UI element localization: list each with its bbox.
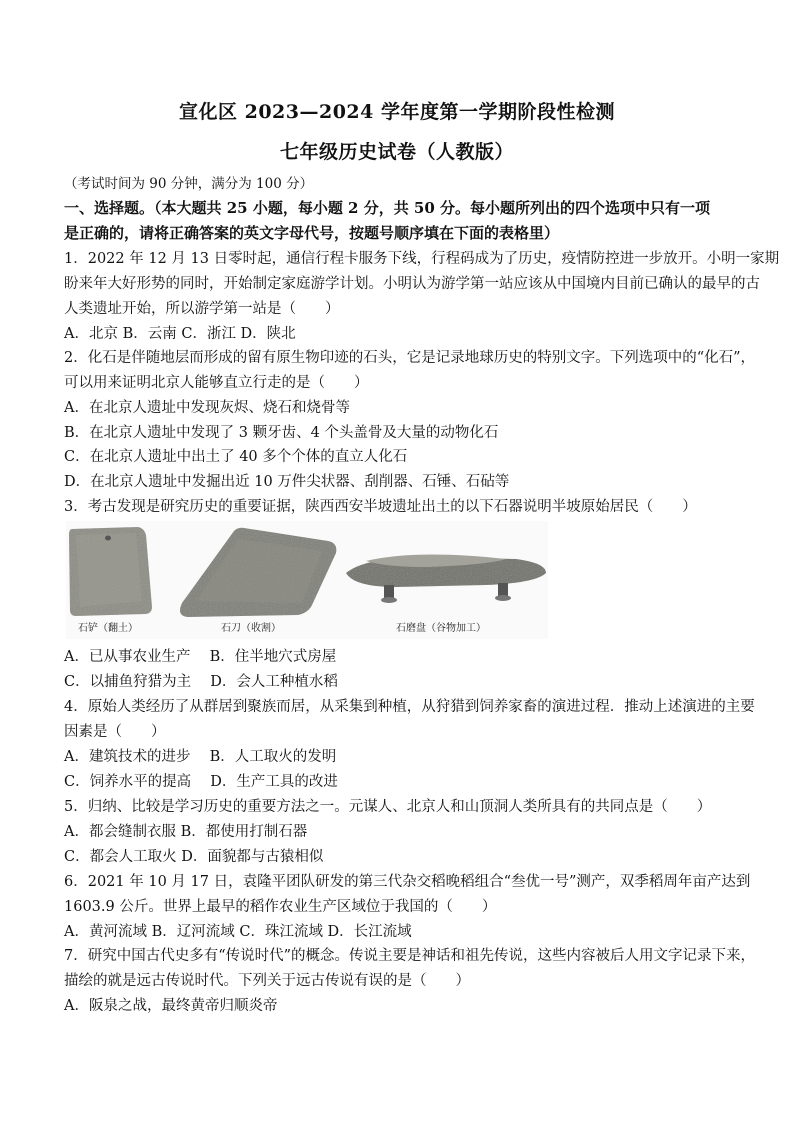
q4-line1: 4．原始人类经历了从群居到聚族而居，从采集到种植，从狩猎到饲养家畜的演进过程．推动上述演进的主要 xyxy=(64,699,755,715)
q4-options-ab: A．建筑技术的进步 B．人工取火的发明 xyxy=(64,749,337,765)
q3-options-ab: A．已从事农业生产 B．住半地穴式房屋 xyxy=(64,649,337,665)
q1-line3: 人类遗址开始，所以游学第一站是（ ） xyxy=(64,301,340,317)
q6-line1: 6．2021 年 10 月 17 日，袁隆平团队研发的第三代杂交稻晚稻组合“叁优一号”测产，双季稻周年亩产达到 xyxy=(64,874,751,890)
q2-line1: 2．化石是伴随地层而形成的留有原生物印迹的石头，它是记录地球历史的特别文字。下列选项中的“化石”， xyxy=(64,350,756,366)
q6-options: A．黄河流域 B．辽河流域 C．珠江流域 D．长江流域 xyxy=(64,924,412,940)
stone-shovel-image xyxy=(69,527,152,616)
exam-subtitle: 七年级历史试卷（人教版） xyxy=(279,141,514,163)
shovel-hole xyxy=(105,536,111,541)
q4-options-cd: C．饲养水平的提高 D．生产工具的改进 xyxy=(64,774,338,790)
q2-option-a: A．在北京人遗址中发现灰烬、烧石和烧骨等 xyxy=(64,400,350,416)
stone-tools-figure xyxy=(66,521,548,639)
q5-options-cd: C．都会人工取火 D．面貌都与古猿相似 xyxy=(64,849,324,865)
q6-line2: 1603.9 公斤。世界上最早的稻作农业生产区域位于我国的（ ） xyxy=(64,899,497,915)
q7-option-a: A．阪泉之战，最终黄帝归顺炎帝 xyxy=(64,998,278,1014)
q4-line2: 因素是（ ） xyxy=(64,724,166,740)
slab-leg-left xyxy=(384,585,394,599)
slab-leg-right xyxy=(498,583,508,597)
section-heading-line1: 一、选择题。（本大题共 25 小题，每小题 2 分，共 50 分。每小题所列出的四个选项中只有一项 xyxy=(64,199,711,217)
exam-info: （考试时间为 90 分钟，满分为 100 分） xyxy=(64,176,314,192)
q5-line1: 5．归纳、比较是学习历史的重要方法之一。元谋人、北京人和山顶洞人类所具有的共同点是（ ） xyxy=(64,799,712,815)
q7-line2: 描绘的就是远古传说时代。下列关于远古传说有误的是（ ） xyxy=(64,973,470,989)
q3-options-cd: C．以捕鱼狩猎为主 D．会人工种植水稻 xyxy=(64,674,338,690)
exam-title: 宣化区 2023—2024 学年度第一学期阶段性检测 xyxy=(179,101,615,123)
q2-option-b: B．在北京人遗址中发现了 3 颗牙齿、4 个头盖骨及大量的动物化石 xyxy=(64,425,499,441)
caption-stone-knife: 石刀（收割） xyxy=(221,623,281,634)
caption-stone-shovel: 石铲（翻土） xyxy=(78,623,138,634)
q1-line1: 1．2022 年 12 月 13 日零时起，通信行程卡服务下线，行程码成为了历史，疫情防控进一步放开。小明一家期 xyxy=(64,251,780,267)
q2-option-c: C．在北京人遗址中出土了 40 多个个体的直立人化石 xyxy=(64,449,408,465)
section-heading-line2: 是正确的，请将正确答案的英文字母代号，按题号顺序填在下面的表格里） xyxy=(64,224,560,242)
q5-options-ab: A．都会缝制衣服 B．都使用打制石器 xyxy=(64,824,308,840)
q3-line1: 3．考古发现是研究历史的重要证据，陕西西安半坡遗址出土的以下石器说明半坡原始居民（ ） xyxy=(64,499,697,515)
q7-line1: 7．研究中国古代史多有“传说时代”的概念。传说主要是神话和祖先传说，这些内容被后人用文字记录下来， xyxy=(64,948,756,964)
q2-option-d: D．在北京人遗址中发掘出近 10 万件尖状器、刮削器、石锤、石砧等 xyxy=(64,474,510,490)
q1-line2: 盼来年大好形势的同时，开始制定家庭游学计划。小明认为游学第一站应该从中国境内目前已确认的最早的古 xyxy=(64,276,760,292)
caption-grinding-slab: 石磨盘（谷物加工） xyxy=(396,623,486,634)
q1-options: A．北京 B．云南 C．浙江 D．陕北 xyxy=(64,326,296,342)
q2-line2: 可以用来证明北京人能够直立行走的是（ ） xyxy=(64,375,369,391)
